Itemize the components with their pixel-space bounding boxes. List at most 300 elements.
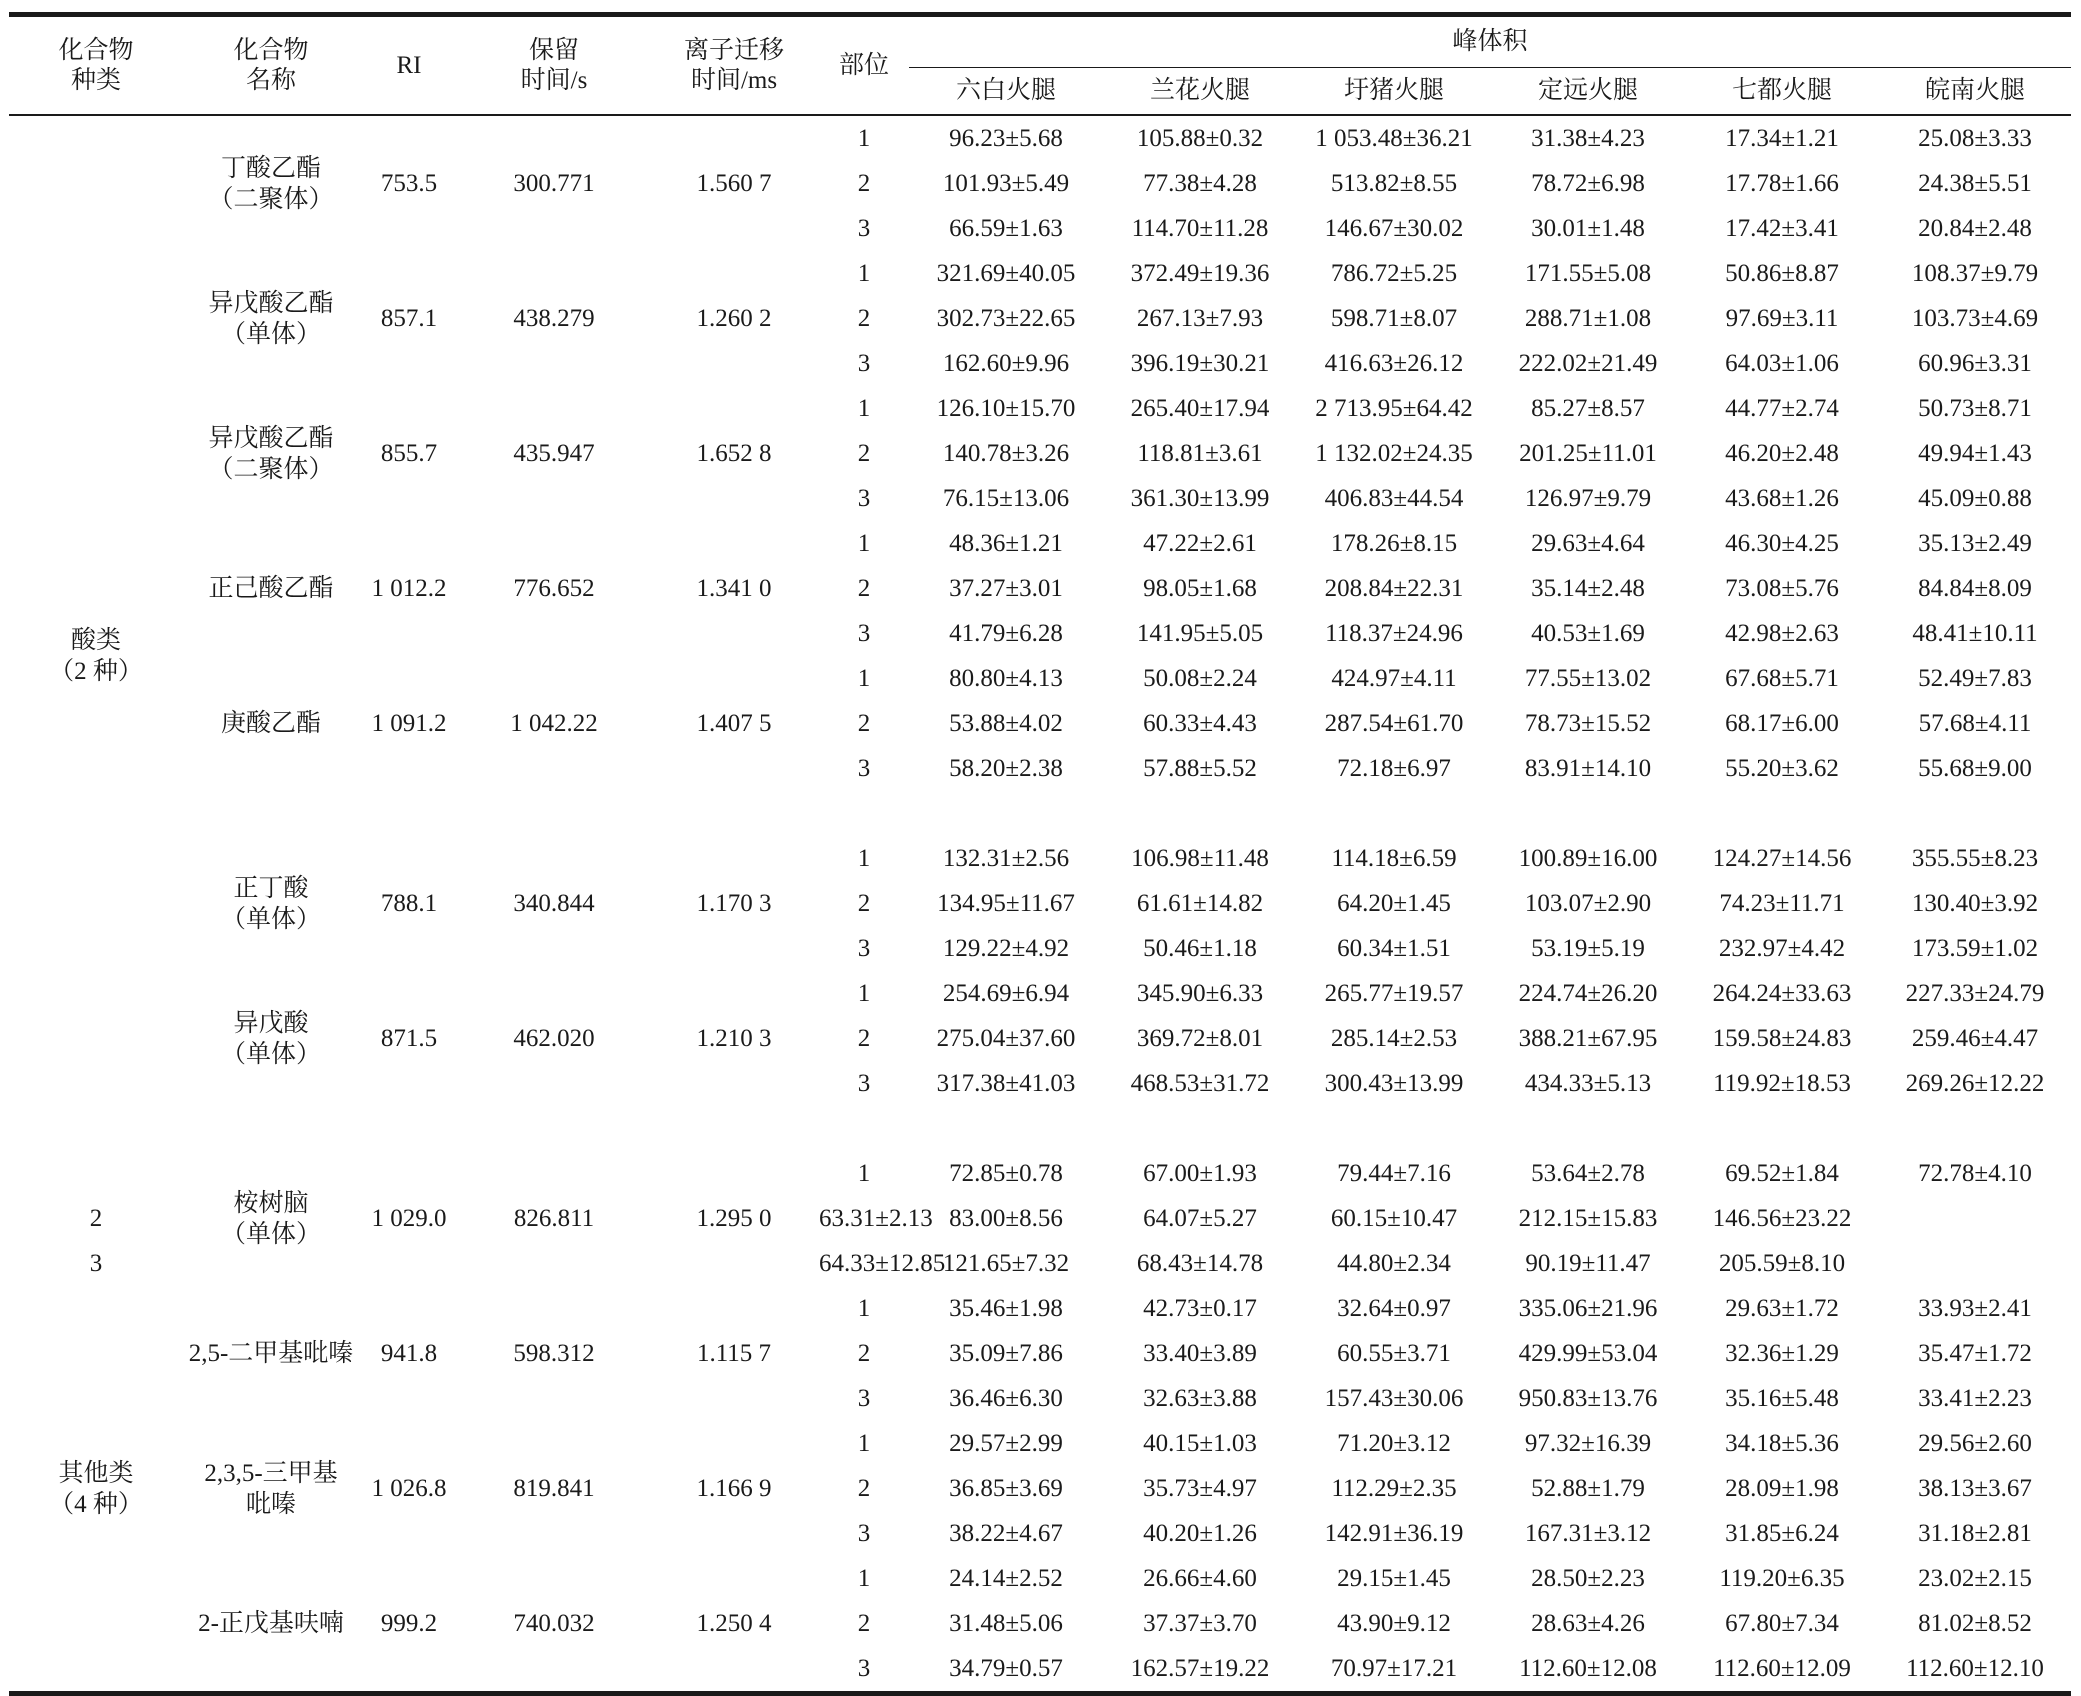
peak-volume-cell: 141.95±5.05 [1136,620,1264,647]
peak-volume-cell: 50.08±2.24 [1143,665,1257,692]
peak-volume-cell: 84.84±8.09 [1918,575,2032,602]
retention-value: 776.652 [513,575,595,602]
position-value: 2 [857,1475,871,1502]
compound-name-line: 丁酸乙酯 [220,154,321,182]
table-row [9,521,2071,566]
peak-volume-cell: 254.69±6.94 [942,980,1070,1007]
peak-volume-cell: 52.49±7.83 [1918,665,2032,692]
peak-volume-cell: 224.74±26.20 [1518,980,1658,1007]
position-value: 3 [89,1250,103,1277]
position-value: 2 [89,1205,103,1232]
position-value: 1 [857,260,871,287]
compound-name [183,386,359,521]
category-label: 酸类 [70,627,121,654]
peak-volume-cell: 35.14±2.48 [1531,575,1645,602]
retention-value: 438.279 [513,305,595,332]
compound-name [183,115,359,251]
peak-volume-cell: 29.15±1.45 [1337,1565,1451,1592]
category-count: （4 种） [49,1490,143,1518]
peak-volume-cell: 267.13±7.93 [1136,305,1264,332]
peak-volume-cell: 950.83±13.76 [1518,1385,1658,1412]
peak-volume-cell: 265.77±19.57 [1324,980,1464,1007]
peak-volume-cell: 29.63±1.72 [1725,1295,1839,1322]
drift-value: 1.115 7 [696,1340,772,1367]
peak-volume-cell: 28.63±4.26 [1531,1610,1645,1637]
peak-volume-cell: 60.34±1.51 [1337,935,1451,962]
compound-name-line: （单体） [220,905,321,933]
peak-volume-cell: 73.08±5.76 [1725,575,1839,602]
retention-value: 300.771 [513,170,595,197]
compound-name-line: 吡嗪 [245,1490,296,1518]
drift-value: 1.407 5 [696,710,772,737]
retention-value: 819.841 [513,1475,595,1502]
peak-volume-cell: 335.06±21.96 [1518,1295,1658,1322]
peak-volume-cell: 17.42±3.41 [1725,215,1839,242]
peak-volume-cell: 108.37±9.79 [1911,260,2039,287]
peak-volume-cell: 68.17±6.00 [1725,710,1839,737]
peak-volume-cell: 222.02±21.49 [1518,350,1658,377]
peak-volume-cell: 269.26±12.22 [1905,1070,2045,1097]
peak-volume-cell: 112.60±12.08 [1519,1655,1657,1682]
peak-volume-cell: 429.99±53.04 [1518,1340,1658,1367]
peak-volume-cell: 157.43±30.06 [1324,1385,1464,1412]
peak-volume-cell: 85.27±8.57 [1531,395,1645,422]
position-value: 2 [857,1340,871,1367]
peak-volume-cell: 118.81±3.61 [1137,440,1263,467]
peak-volume-cell: 29.63±4.64 [1531,530,1645,557]
compound-name [183,251,359,386]
peak-volume-cell: 129.22±4.92 [942,935,1070,962]
category-cell [9,1286,183,1694]
peak-volume-cell: 100.89±16.00 [1518,845,1658,872]
header-category: 化合物 种类 [58,36,134,94]
peak-volume-cell: 68.43±14.78 [1136,1250,1264,1277]
peak-volume-cell: 40.15±1.03 [1143,1430,1257,1457]
peak-volume-cell: 43.90±9.12 [1337,1610,1451,1637]
peak-volume-cell: 50.86±8.87 [1725,260,1839,287]
position-value: 2 [857,890,871,917]
peak-volume-cell: 124.27±14.56 [1712,845,1852,872]
peak-volume-cell: 173.59±1.02 [1911,935,2039,962]
peak-volume-cell: 285.14±2.53 [1330,1025,1458,1052]
peak-volume-cell: 372.49±19.36 [1130,260,1270,287]
peak-volume-cell: 112.60±12.10 [1906,1655,2044,1682]
peak-volume-cell: 355.55±8.23 [1911,845,2039,872]
peak-volume-cell: 53.88±4.02 [949,710,1063,737]
peak-volume-cell: 96.23±5.68 [949,125,1063,152]
peak-volume-cell: 40.20±1.26 [1143,1520,1257,1547]
ri-value: 753.5 [380,170,438,197]
header-name: 化合物 名称 [233,36,309,94]
peak-volume-cell: 146.67±30.02 [1324,215,1464,242]
position-value: 3 [857,1385,871,1412]
peak-volume-cell: 114.18±6.59 [1331,845,1457,872]
peak-volume-cell: 28.09±1.98 [1725,1475,1839,1502]
position-value: 3 [857,935,871,962]
peak-volume-cell: 30.01±1.48 [1531,215,1645,242]
position-value: 1 [857,665,871,692]
position-value: 3 [857,1655,871,1682]
peak-volume-cell: 90.19±11.47 [1525,1250,1651,1277]
peak-volume-cell: 112.60±12.09 [1713,1655,1851,1682]
position-value: 3 [857,1070,871,1097]
peak-volume-cell: 46.20±2.48 [1725,440,1839,467]
peak-volume-cell: 58.20±2.38 [949,755,1063,782]
peak-volume-cell: 69.52±1.84 [1725,1160,1839,1187]
peak-volume-cell: 31.85±6.24 [1725,1520,1839,1547]
spacer-cell [183,1106,2071,1151]
peak-volume-cell: 44.77±2.74 [1725,395,1839,422]
peak-volume-cell: 167.31±3.12 [1524,1520,1652,1547]
peak-volume-cell: 57.68±4.11 [1918,710,2032,737]
compound-name [183,521,359,656]
peak-volume-cell: 45.09±0.88 [1918,485,2032,512]
peak-volume-cell: 48.36±1.21 [949,530,1063,557]
peak-volume-cell: 81.02±8.52 [1918,1610,2032,1637]
table-row [9,656,2071,701]
peak-volume-cell: 64.07±5.27 [1143,1205,1257,1232]
position-value: 1 [857,1160,871,1187]
header-peak-volume: 峰体积 [909,15,2071,68]
position-value: 3 [857,755,871,782]
peak-volume-cell: 34.79±0.57 [949,1655,1063,1682]
ri-value: 941.8 [380,1340,438,1367]
peak-volume-cell: 29.56±2.60 [1918,1430,2032,1457]
peak-volume-cell: 33.93±2.41 [1918,1295,2032,1322]
compound-name [183,1556,359,1694]
table-header [9,15,2071,116]
table-row [9,1421,2071,1466]
ri-value: 1 026.8 [371,1475,447,1502]
table-row [9,971,2071,1016]
peak-volume-cell: 76.15±13.06 [942,485,1070,512]
peak-volume-cell: 72.85±0.78 [949,1160,1063,1187]
peak-volume-cell: 43.68±1.26 [1725,485,1839,512]
peak-volume-cell: 38.13±3.67 [1918,1475,2032,1502]
position-value: 2 [857,440,871,467]
drift-value: 1.560 7 [696,170,772,197]
peak-volume-cell: 33.40±3.89 [1143,1340,1257,1367]
compound-name-line: 2,3,5-三甲基 [204,1459,338,1487]
peak-volume-cell: 33.41±2.23 [1918,1385,2032,1412]
peak-volume-cell: 424.97±4.11 [1331,665,1457,692]
peak-volume-cell: 47.22±2.61 [1143,530,1257,557]
peak-volume-cell: 32.64±0.97 [1337,1295,1451,1322]
spacer-row [9,791,2071,836]
peak-volume-cell: 37.27±3.01 [949,575,1063,602]
ri-value: 999.2 [380,1610,438,1637]
peak-volume-cell: 60.55±3.71 [1337,1340,1451,1367]
peak-volume-cell: 26.66±4.60 [1143,1565,1257,1592]
peak-volume-cell: 513.82±8.55 [1330,170,1458,197]
peak-volume-cell: 49.94±1.43 [1918,440,2032,467]
compound-name-line: （单体） [220,1040,321,1068]
peak-volume-cell: 205.59±8.10 [1718,1250,1846,1277]
peak-volume-cell: 60.33±4.43 [1143,710,1257,737]
header-sample: 七都火腿 [1731,77,1832,104]
peak-volume-cell: 300.43±13.99 [1324,1070,1464,1097]
peak-volume-cell: 35.13±2.49 [1918,530,2032,557]
position-value: 2 [857,710,871,737]
header-ri: RI [396,51,422,79]
peak-volume-cell: 34.18±5.36 [1725,1430,1839,1457]
peak-volume-cell: 142.91±36.19 [1324,1520,1464,1547]
peak-volume-cell: 38.22±4.67 [949,1520,1063,1547]
drift-value: 1.170 3 [696,890,772,917]
ri-value: 1 091.2 [371,710,447,737]
peak-volume-cell: 63.31±2.13 [819,1205,933,1232]
peak-volume-cell: 50.46±1.18 [1143,935,1257,962]
peak-volume-cell: 50.73±8.71 [1918,395,2032,422]
compound-name [183,836,359,971]
compound-name [183,1151,359,1286]
peak-volume-cell: 259.46±4.47 [1911,1025,2039,1052]
peak-volume-cell: 35.47±1.72 [1918,1340,2032,1367]
drift-value: 1.652 8 [696,440,772,467]
peak-volume-cell: 23.02±2.15 [1918,1565,2032,1592]
peak-volume-cell: 2 713.95±64.42 [1315,395,1473,422]
peak-volume-cell: 25.08±3.33 [1918,125,2032,152]
peak-volume-cell: 31.38±4.23 [1531,125,1645,152]
peak-volume-cell: 114.70±11.28 [1131,215,1269,242]
peak-volume-cell: 20.84±2.48 [1918,215,2032,242]
peak-volume-cell: 80.80±4.13 [949,665,1063,692]
peak-volume-cell: 78.73±15.52 [1524,710,1652,737]
peak-volume-cell: 105.88±0.32 [1136,125,1264,152]
header-sample: 定远火腿 [1537,77,1638,104]
peak-volume-cell: 79.44±7.16 [1337,1160,1451,1187]
peak-volume-cell: 406.83±44.54 [1324,485,1464,512]
peak-volume-cell: 29.57±2.99 [949,1430,1063,1457]
ri-value: 788.1 [380,890,438,917]
peak-volume-cell: 288.71±1.08 [1524,305,1652,332]
peak-volume-cell: 35.73±4.97 [1143,1475,1257,1502]
peak-volume-cell: 97.69±3.11 [1725,305,1839,332]
compound-name-line: （单体） [220,320,321,348]
peak-volume-cell: 77.55±13.02 [1524,665,1652,692]
compound-name-line: 正丁酸 [233,874,309,902]
peak-volume-cell: 31.18±2.81 [1918,1520,2032,1547]
peak-volume-cell: 112.29±2.35 [1331,1475,1457,1502]
peak-volume-cell: 61.61±14.82 [1136,890,1264,917]
peak-volume-cell: 41.79±6.28 [949,620,1063,647]
peak-volume-cell: 98.05±1.68 [1143,575,1257,602]
peak-volume-cell: 1 132.02±24.35 [1315,440,1473,467]
peak-volume-cell: 37.37±3.70 [1143,1610,1257,1637]
table-row [9,1556,2071,1601]
peak-volume-cell: 396.19±30.21 [1130,350,1270,377]
peak-volume-cell: 46.30±4.25 [1725,530,1839,557]
compound-name-line: 庚酸乙酯 [220,710,321,737]
compound-name-line: 异戊酸乙酯 [208,424,334,452]
peak-volume-cell: 67.00±1.93 [1143,1160,1257,1187]
peak-volume-cell: 361.30±13.99 [1130,485,1270,512]
table-row [9,1286,2071,1331]
retention-value: 1 042.22 [510,710,598,737]
drift-value: 1.295 0 [696,1205,772,1232]
header-drift: 离子迁移 时间/ms [683,36,784,94]
peak-volume-cell: 232.97±4.42 [1718,935,1846,962]
spacer-cell [183,791,2071,836]
position-value: 1 [857,1430,871,1457]
position-value: 1 [857,845,871,872]
peak-volume-cell: 48.41±10.11 [1912,620,2038,647]
peak-volume-cell: 67.68±5.71 [1725,665,1839,692]
peak-volume-cell: 103.07±2.90 [1524,890,1652,917]
peak-volume-cell: 171.55±5.08 [1524,260,1652,287]
position-value: 2 [857,575,871,602]
peak-volume-cell: 72.78±4.10 [1918,1160,2032,1187]
table-row [9,251,2071,296]
category-cell [9,115,183,1196]
retention-value: 340.844 [513,890,595,917]
peak-volume-cell: 162.60±9.96 [942,350,1070,377]
position-value: 1 [857,1565,871,1592]
position-value: 3 [857,350,871,377]
spacer-row [9,1106,2071,1151]
peak-volume-cell: 118.37±24.96 [1325,620,1463,647]
retention-value: 598.312 [513,1340,595,1367]
position-value: 1 [857,1295,871,1322]
peak-volume-cell: 42.73±0.17 [1143,1295,1257,1322]
retention-value: 462.020 [513,1025,595,1052]
peak-volume-cell: 369.72±8.01 [1136,1025,1264,1052]
peak-volume-cell: 24.38±5.51 [1918,170,2032,197]
peak-volume-cell: 42.98±2.63 [1725,620,1839,647]
peak-volume-cell: 35.46±1.98 [949,1295,1063,1322]
peak-volume-cell: 119.92±18.53 [1713,1070,1851,1097]
drift-value: 1.341 0 [696,575,772,602]
position-value: 3 [857,620,871,647]
ri-value: 855.7 [380,440,438,467]
table-row [9,115,2071,161]
peak-volume-cell: 434.33±5.13 [1524,1070,1652,1097]
header-sample: 兰花火腿 [1149,77,1250,104]
peak-volume-cell: 40.53±1.69 [1531,620,1645,647]
peak-volume-cell: 275.04±37.60 [936,1025,1076,1052]
retention-value: 435.947 [513,440,595,467]
position-value: 2 [857,170,871,197]
peak-volume-cell: 212.15±15.83 [1518,1205,1658,1232]
compound-name [183,1421,359,1556]
compound-name-line: 异戊酸乙酯 [208,289,334,317]
peak-volume-cell: 36.85±3.69 [949,1475,1063,1502]
peak-volume-cell: 140.78±3.26 [942,440,1070,467]
peak-volume-cell: 17.78±1.66 [1725,170,1839,197]
peak-volume-cell: 345.90±6.33 [1136,980,1264,1007]
peak-volume-cell: 119.20±6.35 [1719,1565,1845,1592]
drift-value: 1.260 2 [696,305,772,332]
compound-name [183,971,359,1106]
peak-volume-cell: 97.32±16.39 [1524,1430,1652,1457]
header-sample: 圩猪火腿 [1343,77,1444,104]
compound-name-line: （单体） [220,1220,321,1248]
peak-volume-cell: 35.09±7.86 [949,1340,1063,1367]
peak-volume-cell: 28.50±2.23 [1531,1565,1645,1592]
category-count: （2 种） [49,658,143,685]
peak-volume-cell: 72.18±6.97 [1337,755,1451,782]
compound-name [183,1286,359,1421]
position-value: 1 [857,980,871,1007]
peak-volume-cell: 83.91±14.10 [1524,755,1652,782]
retention-value: 740.032 [513,1610,595,1637]
compound-name-line: 桉树脑 [233,1189,309,1217]
drift-value: 1.166 9 [696,1475,772,1502]
position-value: 1 [857,530,871,557]
peak-volume-cell: 24.14±2.52 [949,1565,1063,1592]
peak-volume-cell: 388.21±67.95 [1518,1025,1658,1052]
table-row [9,1151,2071,1196]
peak-volume-cell: 121.65±7.32 [942,1250,1070,1277]
peak-volume-cell: 55.68±9.00 [1918,755,2032,782]
peak-volume-cell: 32.63±3.88 [1143,1385,1257,1412]
peak-volume-cell: 57.88±5.52 [1143,755,1257,782]
position-value: 2 [857,1610,871,1637]
peak-volume-cell: 1 053.48±36.21 [1315,125,1473,152]
peak-volume-cell: 416.63±26.12 [1324,350,1464,377]
peak-volume-cell: 598.71±8.07 [1330,305,1458,332]
category-label: 其他类 [58,1459,134,1487]
position-value: 2 [857,305,871,332]
drift-value: 1.250 4 [696,1610,772,1637]
ri-value: 1 012.2 [371,575,447,602]
peak-volume-cell: 53.19±5.19 [1531,935,1645,962]
compound-name-line: 2-正戊基呋喃 [198,1610,344,1637]
peak-volume-cell: 78.72±6.98 [1531,170,1645,197]
peak-volume-cell: 71.20±3.12 [1337,1430,1451,1457]
peak-volume-cell: 132.31±2.56 [942,845,1070,872]
peak-volume-cell: 53.64±2.78 [1531,1160,1645,1187]
peak-volume-cell: 17.34±1.21 [1725,125,1839,152]
peak-volume-cell: 130.40±3.92 [1911,890,2039,917]
drift-value: 1.210 3 [696,1025,772,1052]
position-value: 3 [857,485,871,512]
peak-volume-cell: 786.72±5.25 [1330,260,1458,287]
retention-value: 826.811 [513,1205,595,1232]
position-value: 1 [857,125,871,152]
peak-volume-cell: 134.95±11.67 [937,890,1075,917]
peak-volume-cell: 64.20±1.45 [1337,890,1451,917]
table-body [9,115,2071,1694]
peak-volume-cell: 66.59±1.63 [949,215,1063,242]
peak-volume-cell: 52.88±1.79 [1531,1475,1645,1502]
peak-volume-cell: 60.96±3.31 [1918,350,2032,377]
peak-volume-cell: 74.23±11.71 [1719,890,1845,917]
position-value: 2 [857,1025,871,1052]
compound-name [183,656,359,791]
header-position: 部位 [838,51,889,79]
peak-volume-cell: 35.16±5.48 [1725,1385,1839,1412]
peak-volume-cell: 468.53±31.72 [1130,1070,1270,1097]
compound-name-line: 2,5-二甲基吡嗪 [188,1340,354,1367]
peak-volume-table [9,12,2071,1696]
peak-volume-cell: 162.57±19.22 [1130,1655,1270,1682]
peak-volume-cell: 31.48±5.06 [949,1610,1063,1637]
peak-volume-cell: 178.26±8.15 [1330,530,1458,557]
peak-volume-cell: 64.33±12.85 [819,1250,946,1277]
peak-volume-cell: 70.97±17.21 [1330,1655,1458,1682]
peak-volume-cell: 36.46±6.30 [949,1385,1063,1412]
compound-name-line: （二聚体） [208,185,334,213]
peak-volume-cell: 317.38±41.03 [936,1070,1076,1097]
peak-volume-cell: 146.56±23.22 [1712,1205,1852,1232]
ri-value: 871.5 [380,1025,438,1052]
ri-value: 1 029.0 [371,1205,447,1232]
peak-volume-cell: 83.00±8.56 [949,1205,1063,1232]
peak-volume-cell: 106.98±11.48 [1131,845,1269,872]
header-retention: 保留 时间/s [520,36,588,94]
header-sample: 皖南火腿 [1925,77,2026,104]
